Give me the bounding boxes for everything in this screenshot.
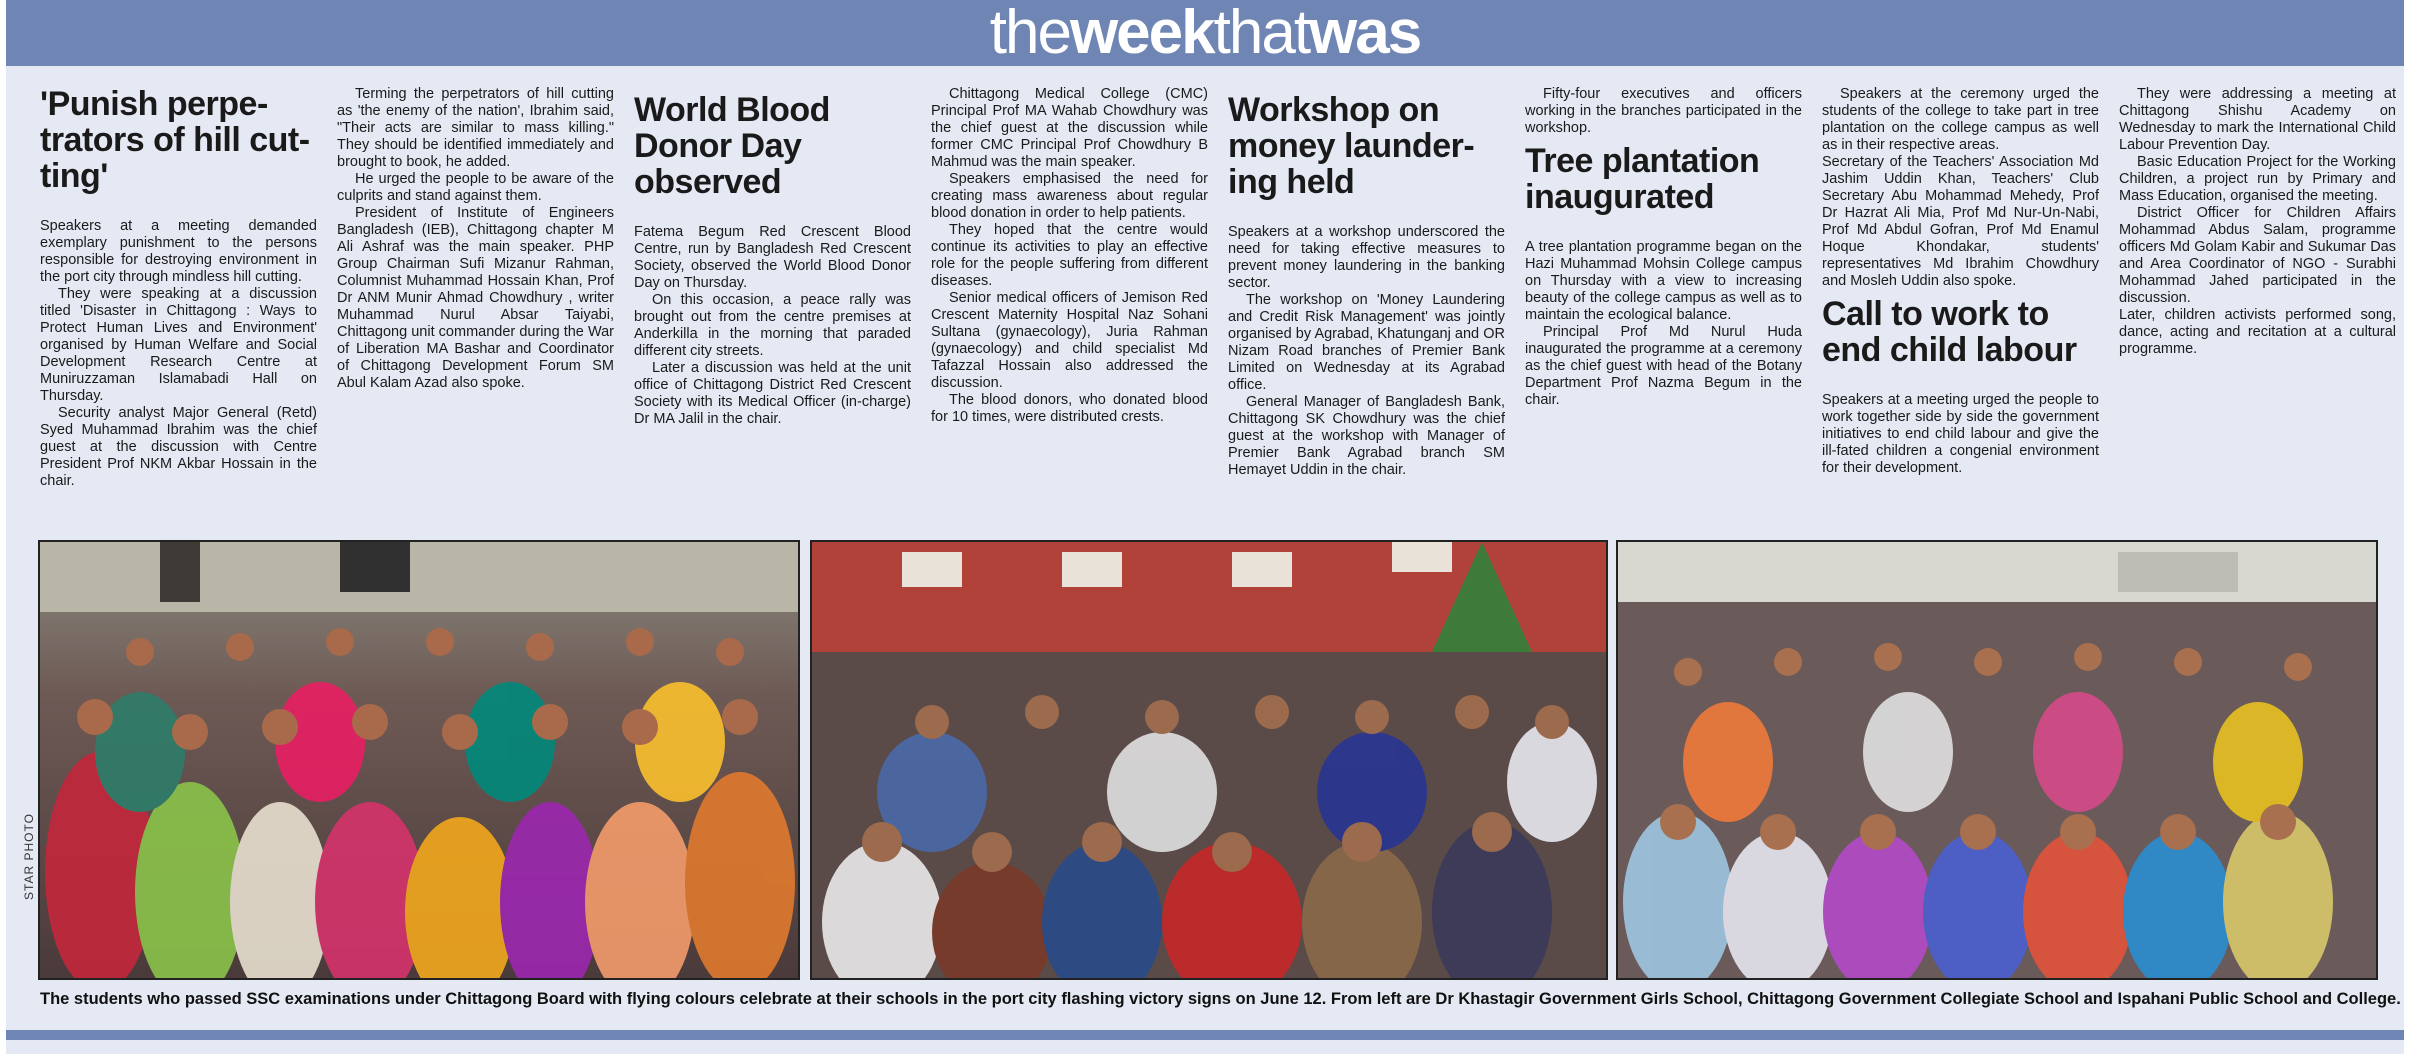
paragraph: Basic Education Project for the Working Children, a project run by Primary and Mass Education, organised the meeting. — [2119, 154, 2396, 204]
paragraph: Terming the perpetrators of hill cutting as 'the enemy of the nation', Ibrahim said, "Their acts are similar to mass killing." They should be identified immediately and brought to book, he added. — [337, 86, 614, 170]
paragraph: Later a discussion was held at the unit office of Chittagong District Red Crescent Society with its Medical Officer (in-charge) Dr MA Jalil in the chair. — [634, 360, 911, 427]
bottom-rule — [6, 1030, 2404, 1040]
section-banner — [6, 0, 2404, 66]
banner-part-was: was — [1309, 0, 1421, 67]
paragraph: He urged the people to be aware of the culprits and stand against them. — [337, 171, 614, 204]
paragraph: Security analyst Major General (Retd) Syed Muhammad Ibrahim was the chief guest at the discussion with Centre President Prof NKM Akbar Hossain in the chair. — [40, 405, 317, 489]
photo-caption: The students who passed SSC examinations under Chittagong Board with flying colours celebrate at their schools in the port city flashing victory signs on June 12. From left are Dr Khastagir Government Girls School, Chittagong Government Collegiate School and Ispahani Public School and College. — [40, 990, 2401, 1008]
column-5 — [1228, 86, 1505, 526]
photo-credit: STAR PHOTO — [22, 813, 36, 900]
photo-ispahani-school — [1616, 540, 2378, 980]
paragraph: On this occasion, a peace rally was brought out from the centre premises at Anderkilla in the morning that paraded different city streets. — [634, 292, 911, 359]
paragraph: Speakers at the ceremony urged the students of the college to take part in tree plantation on the college campus as well as in their respective areas. — [1822, 86, 2099, 153]
paragraph: Secretary of the Teachers' Association Md Jashim Uddin Khan, Teachers' Club Secretary Abu Mohammad Mehedy, Prof Dr Hazrat Ali Mia, Prof Md Nur-Un-Nabi, Prof Md Abdul Gofran, Prof Md Enamul Hoque Khondakar, students' representatives Md Ibrahim Chowdhury and Mosleh Uddin also spoke. — [1822, 154, 2099, 289]
banner-part-that: that — [1213, 0, 1310, 67]
paragraph: They were speaking at a discussion titled 'Disaster in Chittagong : Ways to Protect Human Lives and Environment' organised by Human Welfare and Social Development Research Centre at Muniruzzaman Islamabadi Hall on Thursday. — [40, 286, 317, 404]
paragraph: Chittagong Medical College (CMC) Principal Prof MA Wahab Chowdhury was the chief guest at the discussion while former CMC Principal Prof Chowdhury B Mahmud was the main speaker. — [931, 86, 1208, 170]
photo-girls-school-image — [40, 542, 798, 978]
paragraph: They hoped that the centre would continue its activities to play an effective role for the people suffering from different diseases. — [931, 222, 1208, 289]
paragraph: They were addressing a meeting at Chittagong Shishu Academy on Wednesday to mark the International Child Labour Prevention Day. — [2119, 86, 2396, 153]
article-columns — [40, 86, 2396, 526]
paragraph: Fifty-four executives and officers working in the branches participated in the workshop. — [1525, 86, 1802, 136]
banner-part-the: the — [989, 0, 1070, 67]
headline-tree-plantation: Tree plantation inaugurated — [1525, 142, 1760, 216]
paragraph: Speakers emphasised the need for creating mass awareness about regular blood donation in order to help patients. — [931, 171, 1208, 221]
column-7 — [1822, 86, 2099, 526]
paragraph: Speakers at a meeting demanded exemplary punishment to the persons responsible for destroying environment in the port city through mindless hill cutting. — [40, 218, 317, 285]
column-6 — [1525, 86, 1802, 526]
column-4 — [931, 86, 1208, 526]
banner-part-week: week — [1069, 0, 1214, 67]
headline-child-labour: Call to work to end child labour — [1822, 295, 2077, 369]
paragraph: Speakers at a workshop underscored the need for taking effective measures to prevent money laundering in the banking sector. — [1228, 224, 1505, 291]
photo-strip — [38, 540, 2374, 980]
column-8 — [2119, 86, 2396, 526]
photo-girls-school — [38, 540, 800, 980]
paragraph: District Officer for Children Affairs Mohammad Abdus Salam, programme officers Md Golam Kabir and Sukumar Das and Area Coordinator of NGO - Surabhi Mohammad Jahed participated in the discussion. — [2119, 205, 2396, 306]
photo-collegiate-school-image — [812, 542, 1606, 978]
photo-collegiate-school — [810, 540, 1608, 980]
paragraph: Speakers at a meeting urged the people to work together side by side the government initiatives to end child labour and give the ill-fated children a congenial environment for their development. — [1822, 392, 2099, 476]
column-1 — [40, 86, 317, 526]
section-title — [990, 0, 1421, 67]
photo-ispahani-school-image — [1618, 542, 2376, 978]
paragraph: President of Institute of Engineers Bangladesh (IEB), Chittagong chapter M Ali Ashraf was the main speaker. PHP Group Chairman Sufi Mizanur Rahman, Columnist Muhammad Hossain Khan, Prof Dr ANM Munir Ahmad Chowdhury , writer Muhammad Nurul Absar Taiyabi, Chittagong unit commander during the War of Liberation MA Bashar and Coordinator of Chittagong Development Forum SM Abul Kalam Azad also spoke. — [337, 205, 614, 391]
paragraph: Senior medical officers of Jemison Red Crescent Maternity Hospital Naz Sohani Sultana (gynaecology), Juria Rahman (gynaecology) and child specialist Md Tafazzal Hossain also addressed the discussion. — [931, 290, 1208, 391]
column-2 — [337, 86, 614, 526]
headline-blood-donor: World Blood Donor Day observed — [634, 91, 830, 201]
paragraph: Fatema Begum Red Crescent Blood Centre, run by Bangladesh Red Crescent Society, observed the World Blood Donor Day on Thursday. — [634, 224, 911, 291]
headline-money-laundering: Workshop on money launder-ing held — [1228, 91, 1475, 201]
paragraph: General Manager of Bangladesh Bank, Chittagong SK Chowdhury was the chief guest at the workshop with Manager of Premier Bank Agrabad branch SM Hemayet Uddin in the chair. — [1228, 394, 1505, 478]
paragraph: Principal Prof Md Nurul Huda inaugurated the programme at a ceremony as the chief guest with head of the Botany Department Prof Nazma Begum in the chair. — [1525, 324, 1802, 408]
paragraph: Later, children activists performed song, dance, acting and recitation at a cultural programme. — [2119, 307, 2396, 357]
paragraph: The workshop on 'Money Laundering and Credit Risk Management' was jointly organised by Agrabad, Khatunganj and OR Nizam Road branches of Premier Bank Limited on Wednesday at its Agrabad office. — [1228, 292, 1505, 393]
paragraph: A tree plantation programme began on the Hazi Muhammad Mohsin College campus on Thursday with a view to increasing beauty of the college campus as well as to maintain the ecological balance. — [1525, 239, 1802, 323]
column-3 — [634, 86, 911, 526]
paragraph: The blood donors, who donated blood for 10 times, were distributed crests. — [931, 392, 1208, 425]
headline-hill-cutting: 'Punish perpe-trators of hill cut-ting' — [40, 86, 310, 195]
